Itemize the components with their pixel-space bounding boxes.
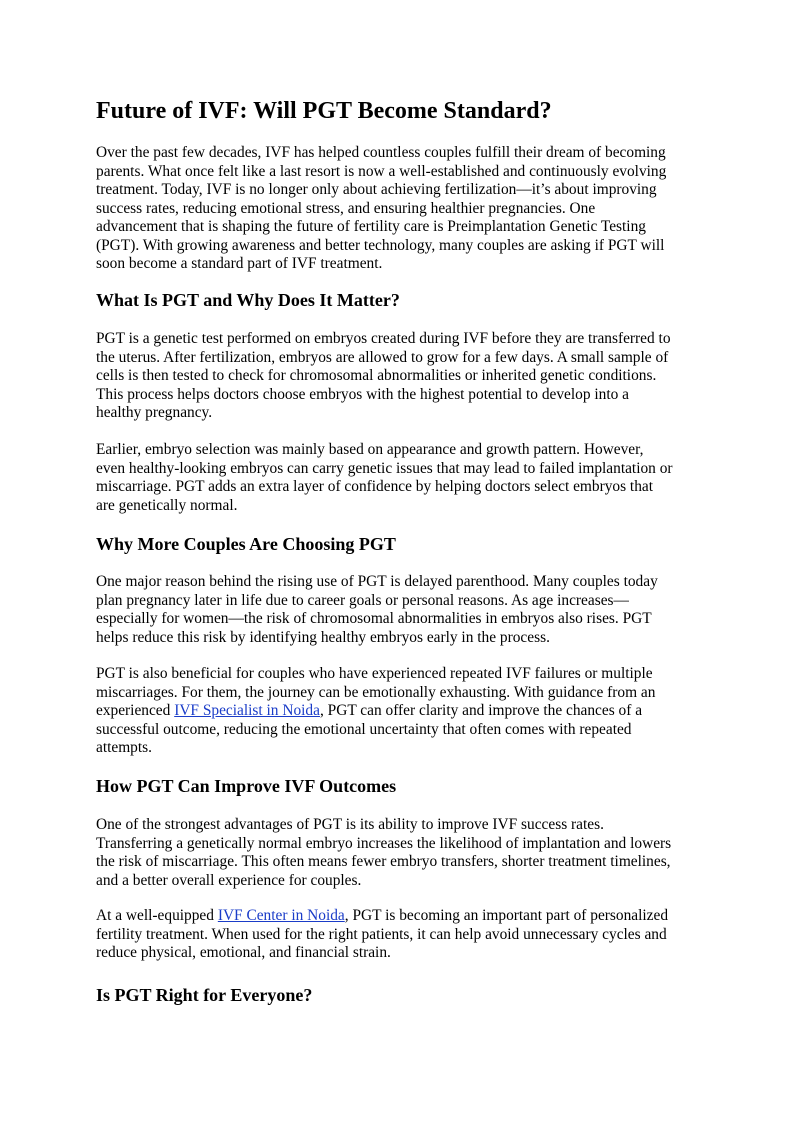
text-line: miscarriages. For them, the journey can be emotionally exhausting. With guidance from an: [96, 683, 656, 701]
text-line: PGT is a genetic test performed on embryos created during IVF before they are transferred to: [96, 330, 671, 347]
text-line: attempts.: [96, 739, 152, 756]
text-line: Transferring a genetically normal embryo increases the likelihood of implantation and lowers: [96, 834, 672, 852]
paragraph-why-more-couples-1: [96, 573, 658, 647]
paragraph-what-is-pgt-1: [96, 330, 671, 423]
text-line: especially for women—the risk of chromosomal abnormalities in embryos also rises. PGT: [96, 610, 652, 627]
text-line: plan pregnancy later in life due to career goals or personal reasons. As age increases—: [96, 591, 629, 609]
text-line: This process helps doctors choose embryos with the highest potential to develop into a: [96, 385, 630, 403]
text-line: One major reason behind the rising use of PGT is delayed parenthood. Many couples today: [96, 573, 658, 590]
text-line: even healthy-looking embryos can carry genetic issues that may lead to failed implantation or: [96, 459, 673, 477]
text-line: are genetically normal.: [96, 496, 238, 514]
text-fragment: experienced: [96, 702, 175, 719]
text-line: treatment. Today, IVF is no longer only about achieving fertilization—it’s about improving: [96, 181, 657, 198]
text-line: successful outcome, reducing the emotional uncertainty that often comes with repeated: [96, 720, 632, 738]
text-line: PGT is also beneficial for couples who have experienced repeated IVF failures or multiple: [96, 665, 653, 682]
section-heading-is-pgt-right: Is PGT Right for Everyone?: [96, 985, 313, 1005]
text-line: healthy pregnancy.: [96, 404, 213, 421]
paragraph-what-is-pgt-2: [96, 441, 673, 515]
text-fragment: At a well-equipped: [96, 907, 218, 924]
page-title: Future of IVF: Will PGT Become Standard?: [96, 98, 552, 124]
text-line: Earlier, embryo selection was mainly based on appearance and growth pattern. However,: [96, 441, 644, 458]
text-line: Over the past few decades, IVF has helped countless couples fulfill their dream of becoming: [96, 144, 666, 161]
text-line: reduce physical, emotional, and financial strain.: [96, 944, 391, 961]
text-line-with-link: [96, 907, 668, 926]
text-line: soon become a standard part of IVF treatment.: [96, 255, 383, 272]
text-line: helps reduce this risk by identifying healthy embryos early in the process.: [96, 628, 550, 646]
text-line: (PGT). With growing awareness and better technology, many couples are asking if PGT will: [96, 236, 665, 254]
text-line: cells is then tested to check for chromosomal abnormalities or inherited genetic conditions.: [96, 367, 657, 384]
text-fragment: , PGT is becoming an important part of personalized: [344, 907, 669, 924]
text-line: advancement that is shaping the future of fertility care is Preimplantation Genetic Testing: [96, 218, 646, 235]
text-line: success rates, reducing emotional stress, and ensuring healthier pregnancies. One: [96, 199, 596, 217]
section-heading-why-more-couples: Why More Couples Are Choosing PGT: [96, 534, 396, 554]
text-line: the uterus. After fertilization, embryos are allowed to grow for a few days. A small sample of: [96, 348, 669, 366]
text-line: fertility treatment. When used for the right patients, it can help avoid unnecessary cycles and: [96, 925, 667, 943]
section-heading-how-pgt-improves: How PGT Can Improve IVF Outcomes: [96, 776, 397, 796]
text-line: the risk of miscarriage. This often means fewer embryo transfers, shorter treatment timelines,: [96, 853, 671, 870]
text-line: and a better overall experience for couples.: [96, 871, 362, 889]
intro-paragraph: [96, 144, 666, 274]
paragraph-how-pgt-improves-1: [96, 816, 671, 890]
text-line-with-link: [96, 702, 655, 721]
text-line: One of the strongest advantages of PGT is its ability to improve IVF success rates.: [96, 816, 604, 833]
ivf-center-noida-link[interactable]: IVF Center in Noida: [217, 907, 345, 924]
paragraph-how-pgt-improves-2: [96, 907, 668, 963]
text-line: miscarriage. PGT adds an extra layer of confidence by helping doctors select embryos that: [96, 478, 654, 495]
text-fragment: , PGT can offer clarity and improve the chances of a: [319, 702, 643, 719]
text-line: parents. What once felt like a last resort is now a well-established and continuously evolving: [96, 162, 667, 180]
paragraph-why-more-couples-2: [96, 665, 655, 758]
ivf-specialist-noida-link[interactable]: IVF Specialist in Noida: [174, 702, 320, 719]
section-heading-what-is-pgt: What Is PGT and Why Does It Matter?: [96, 290, 400, 310]
